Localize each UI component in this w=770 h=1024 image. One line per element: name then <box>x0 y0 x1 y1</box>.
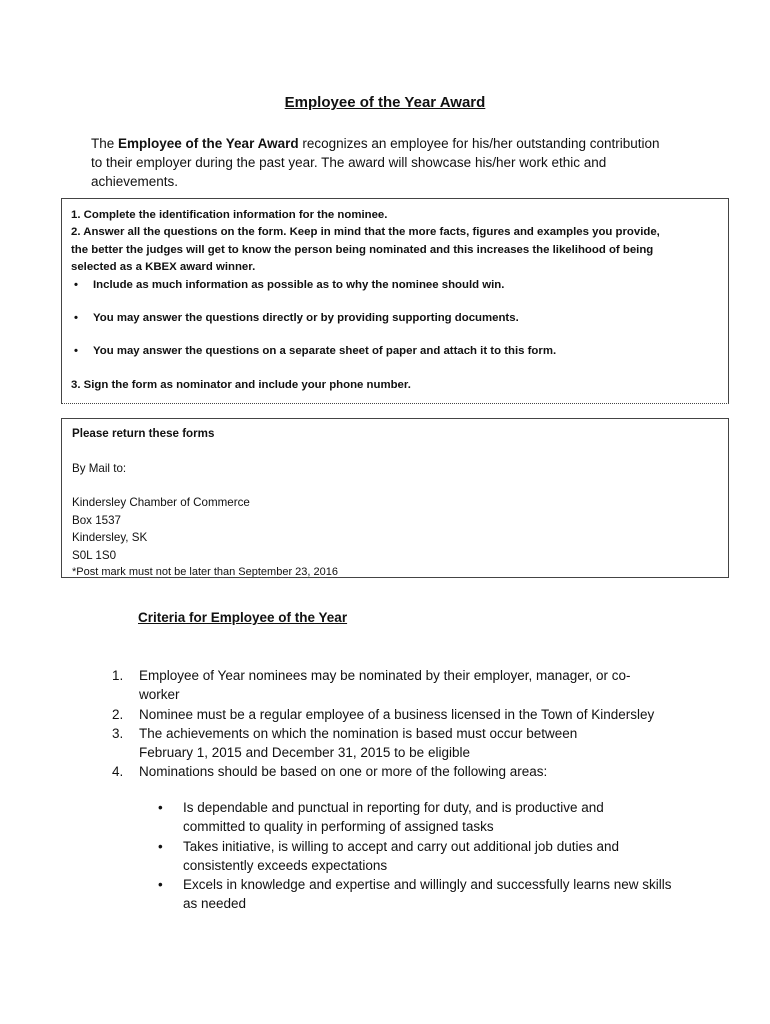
area-text: Takes initiative, is willing to accept and carry out additional job duties and <box>183 838 619 854</box>
intro-prefix: The <box>91 136 119 151</box>
criteria-list <box>112 666 672 782</box>
instructions-box <box>61 198 729 404</box>
criteria-text: February 1, 2015 and December 31, 2015 to be eligible <box>139 745 470 761</box>
area-text: Excels in knowledge and expertise and willingly and successfully learns new skills <box>183 877 672 893</box>
criteria-text: worker <box>139 687 180 703</box>
instruction-bullet-text: You may answer the questions directly or by providing supporting documents. <box>93 312 519 325</box>
page-title: Employee of the Year Award <box>284 94 486 111</box>
area-item <box>158 875 678 914</box>
instruction-step-2-line-2: the better the judges will get to know the person being nominated and this increases the likelihood of being <box>71 243 654 256</box>
criteria-title: Criteria for Employee of the Year <box>138 610 348 625</box>
instruction-step-2-line-1: 2. Answer all the questions on the form. Keep in mind that the more facts, figures and examples you provide, <box>71 226 660 239</box>
instruction-bullet-text: Include as much information as possible as to why the nominee should win. <box>93 278 505 291</box>
criteria-item <box>112 762 672 781</box>
area-text: Is dependable and punctual in reporting for duty, and is productive and <box>183 800 604 815</box>
instruction-bullet <box>74 310 728 327</box>
instruction-bullet-text: You may answer the questions on a separate sheet of paper and attach it to this form. <box>93 345 557 358</box>
area-item <box>158 837 678 876</box>
address-line: Kindersley Chamber of Commerce <box>72 496 250 509</box>
criteria-number: 2. <box>112 706 124 722</box>
intro-rest: recognizes an employee for his/her outstanding contribution <box>298 136 660 151</box>
criteria-item <box>112 666 672 705</box>
bullet-icon: • <box>74 278 78 291</box>
bullet-icon: • <box>74 312 78 325</box>
intro-paragraph <box>91 134 711 191</box>
criteria-item <box>112 705 672 724</box>
criteria-areas-list <box>158 798 678 914</box>
instruction-bullet <box>74 343 728 360</box>
instruction-bullet <box>74 277 728 294</box>
criteria-text: Nominee must be a regular employee of a business licensed in the Town of Kindersley <box>139 706 655 722</box>
return-heading: Please return these forms <box>72 427 215 440</box>
instruction-step-1: 1. Complete the identification information for the nominee. <box>71 209 388 221</box>
return-forms-box <box>61 418 729 578</box>
intro-line-1 <box>91 134 711 153</box>
criteria-number: 4. <box>112 764 124 780</box>
intro-award-name: Employee of the Year Award <box>118 136 299 151</box>
criteria-text: The achievements on which the nomination is based must occur between <box>139 725 578 741</box>
area-text: consistently exceeds expectations <box>183 857 388 873</box>
address-line: Kindersley, SK <box>72 531 148 544</box>
intro-line-3: achievements. <box>91 174 179 189</box>
intro-line-2: to their employer during the past year. The award will showcase his/her work ethic and <box>91 155 607 170</box>
criteria-item <box>112 724 672 763</box>
bullet-icon: • <box>74 345 78 358</box>
area-text: as needed <box>183 896 247 912</box>
area-text: committed to quality in performing of assigned tasks <box>183 819 494 835</box>
area-item <box>158 798 678 837</box>
by-mail-label: By Mail to: <box>72 461 127 475</box>
instruction-step-2-line-3: selected as a KBEX award winner. <box>71 261 256 274</box>
bullet-icon: • <box>158 838 163 854</box>
instruction-step-3: 3. Sign the form as nominator and include your phone number. <box>71 378 411 391</box>
bullet-icon: • <box>158 800 163 815</box>
criteria-text: Nominations should be based on one or more of the following areas: <box>139 764 548 780</box>
criteria-number: 3. <box>112 725 124 741</box>
postmark-note: *Post mark must not be later than September 23, 2016 <box>72 566 338 578</box>
criteria-text: Employee of Year nominees may be nominated by their employer, manager, or co- <box>139 668 631 683</box>
address-line: Box 1537 <box>72 513 121 527</box>
criteria-number: 1. <box>112 668 124 683</box>
address-line: S0L 1S0 <box>72 548 117 562</box>
bullet-icon: • <box>158 877 163 893</box>
